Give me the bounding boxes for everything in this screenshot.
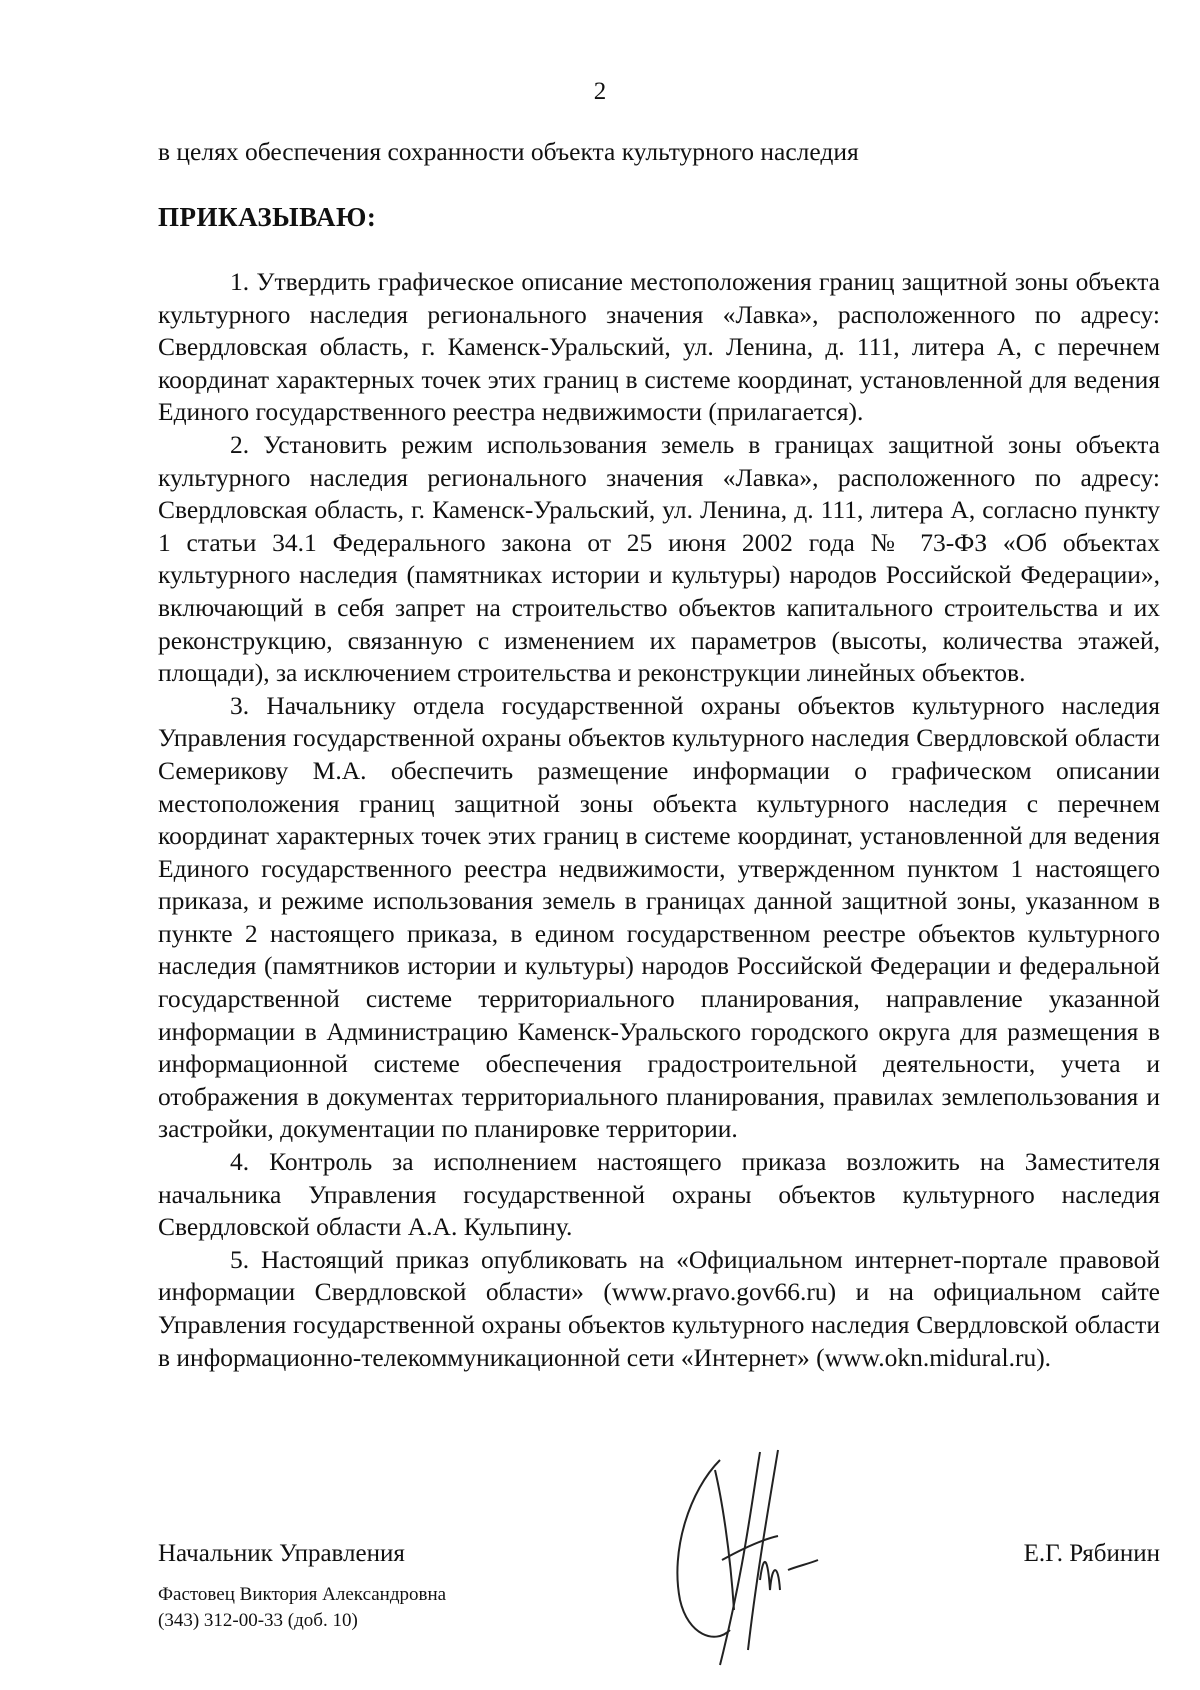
order-items [158, 266, 1160, 1374]
order-heading: ПРИКАЗЫВАЮ: [158, 202, 377, 232]
executor-info [158, 1582, 446, 1634]
intro-text: в целях обеспечения сохранности объекта культурного наследия [158, 137, 859, 166]
page-number: 2 [593, 78, 607, 105]
executor-name: Фастовец Виктория Александровна [158, 1584, 447, 1605]
order-item-3: 3. Начальнику отдела государственной охраны объектов культурного наследия Управления государственной охраны объектов культурного наследия Свердловской области Семерикову М.А. обеспечить размещение информации о графическом описании местоположения границ защитной зоны объекта культурного наследия с перечнем координат характерных точек этих границ в системе координат, установленной для ведения Единого государственного реестра недвижимости, утвержденном пунктом 1 настоящего приказа, и режиме использования земель в границах данной защитной зоны, указанном в пункте 2 настоящего приказа, в едином государственном реестре объектов культурного наследия (памятников истории и культуры) народов Российской Федерации и федеральной государственной системе территориального планирования, направление указанной информации в Администрацию Каменск-Уральского городского округа для размещения в информационной системе обеспечения градостроительной деятельности, учета и отображения в документах территориального планирования, правилах землепользования и застройки, документации по планировке территории. [158, 690, 1160, 1144]
order-item-1: 1. Утвердить графическое описание местоположения границ защитной зоны объекта культурного наследия регионального значения «Лавка», расположенного по адресу: Свердловская область, г. Каменск-Уральский, ул. Ленина, д. 111, литера А, с перечнем координат характерных точек этих границ в системе координат, установленной для ведения Единого государственного реестра недвижимости (прилагается). [158, 267, 1160, 427]
order-item-4: 4. Контроль за исполнением настоящего приказа возложить на Заместителя начальника Управления государственной охраны объектов культурного наследия Свердловской области А.А. Кульпину. [158, 1147, 1160, 1242]
executor-phone: (343) 312-00-33 (доб. 10) [158, 1610, 358, 1631]
order-item-2: 2. Установить режим использования земель в границах защитной зоны объекта культурного наследия регионального значения «Лавка», расположенного по адресу: Свердловская область, г. Каменск-Уральский, ул. Ленина, д. 111, литера А, согласно пункту 1 статьи 34.1 Федерального закона от 25 июня 2002 года № 73-ФЗ «Об объектах культурного наследия (памятниках истории и культуры) народов Российской Федерации», включающий в себя запрет на строительство объектов капитального строительства и их реконструкцию, связанную с изменением их параметров (высоты, количества этажей, площади), за исключением строительства и реконструкции линейных объектов. [158, 429, 1160, 688]
signer-name: Е.Г. Рябинин [1023, 1540, 1160, 1567]
order-item-5: 5. Настоящий приказ опубликовать на «Официальном интернет-портале правовой информации Свердловской области» (www.pravo.gov66.ru) и на официальном сайте Управления государственной охраны объектов культурного наследия Свердловской области в информационно-телекоммуникационной сети «Интернет» (www.okn.midural.ru). [158, 1244, 1160, 1372]
handwritten-signature [660, 1440, 880, 1670]
signer-position: Начальник Управления [158, 1540, 405, 1567]
